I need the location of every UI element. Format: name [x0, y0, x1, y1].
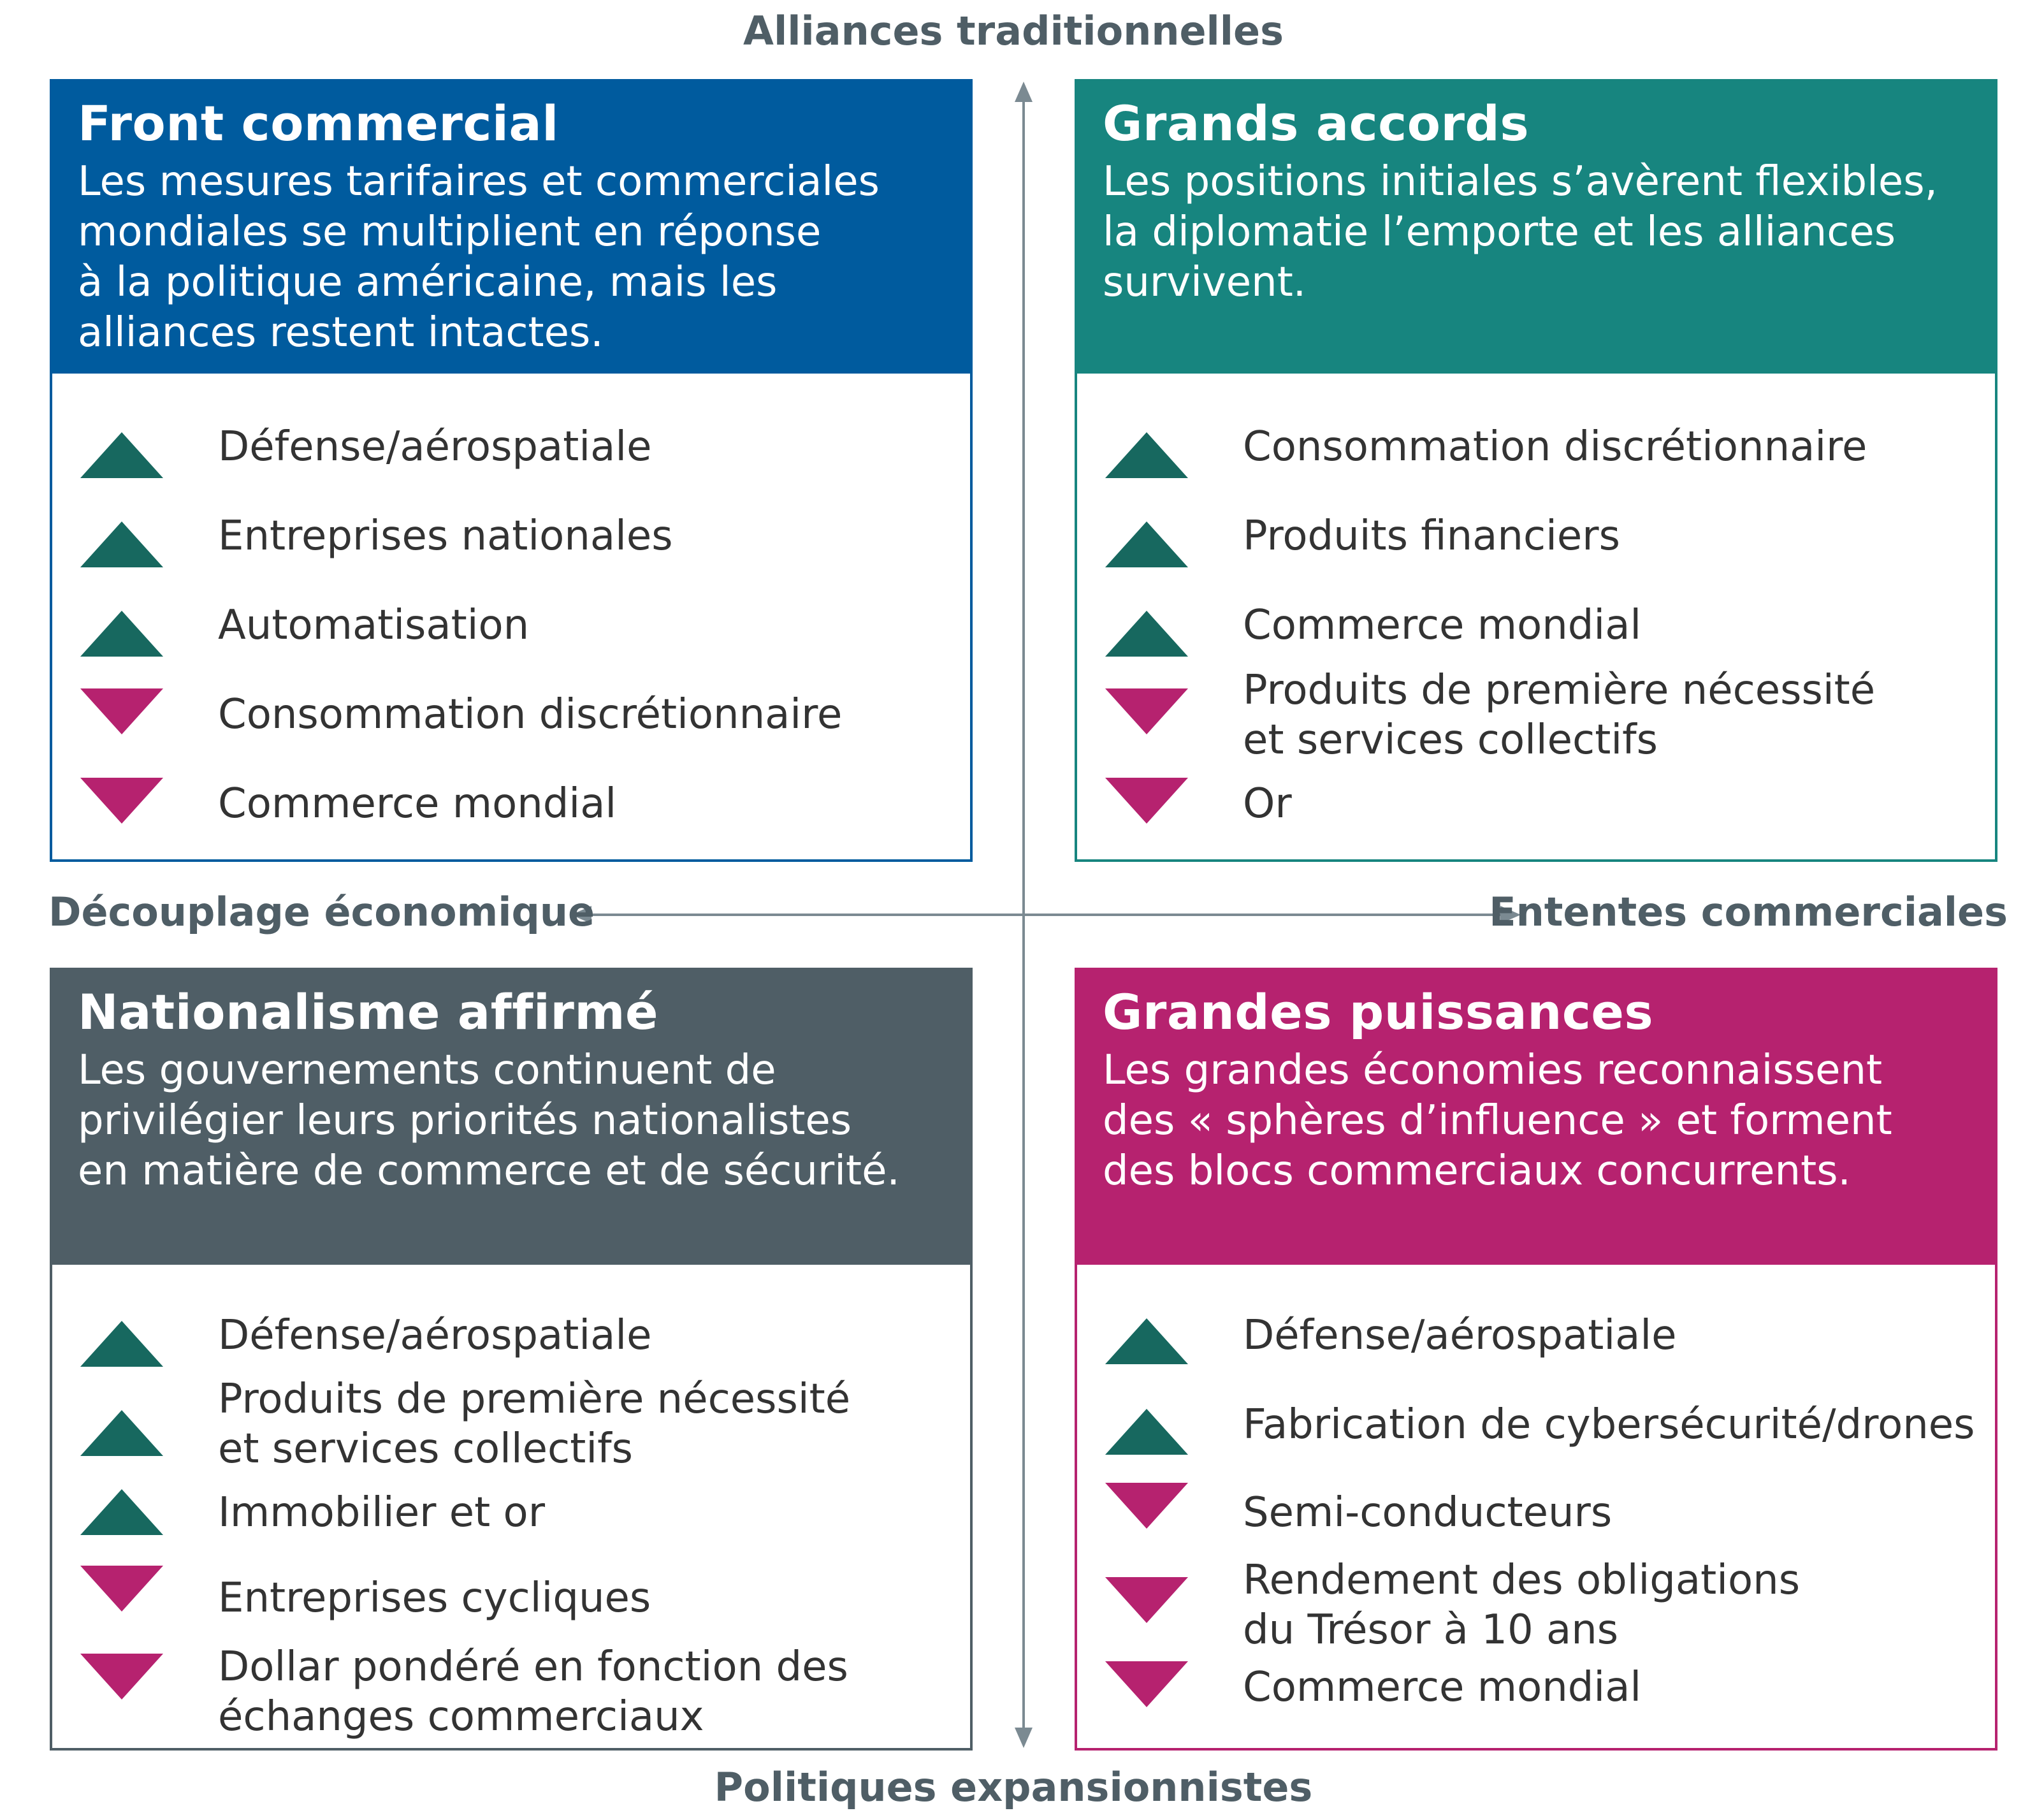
down-triangle-icon	[1105, 1480, 1188, 1531]
quadrant-title: Grandes puissances	[1103, 984, 1654, 1040]
axis-label-bottom: Politiques expansionnistes	[714, 1764, 1313, 1810]
down-triangle-icon	[80, 775, 163, 826]
up-triangle-icon	[1105, 1316, 1188, 1367]
quadrant-header	[52, 82, 970, 374]
quadrant-grandes-puissances: Grandes puissances Les grandes économies reconnaissent des « sphères d’influence » et forment des blocs commerciaux concurrents. Défense/aérospatiale Fabrication de cybersécurité/drones Semi-conducteurs Rendement des obligations du Trésor à 10 ans Commerce mondial	[1075, 968, 1997, 1751]
up-triangle-icon	[80, 519, 163, 570]
quadrant-title: Nationalisme affirmé	[78, 984, 659, 1040]
quadrant-front-commercial: Front commercial Les mesures tarifaires et commerciales mondiales se multiplient en réponse à la politique américaine, mais les alliances restent intactes. Défense/aérospatiale Entreprises nationales Automatisation Consommation discrétionnaire Commerce mondial	[50, 79, 973, 862]
down-triangle-icon	[1105, 686, 1188, 737]
down-triangle-icon	[1105, 1575, 1188, 1626]
up-triangle-icon	[80, 430, 163, 481]
up-triangle-icon	[1105, 430, 1188, 481]
up-triangle-icon	[80, 1487, 163, 1538]
up-triangle-icon	[80, 1318, 163, 1369]
up-triangle-icon	[1105, 1406, 1188, 1457]
quadrant-description: Les positions initiales s’avèrent flexibles, la diplomatie l’emporte et les alliances survivent.	[1103, 157, 1938, 306]
axis-label-top: Alliances traditionnelles	[743, 8, 1284, 54]
quadrant-header	[52, 970, 970, 1265]
quadrant-header	[1077, 82, 1995, 374]
arrow-up-icon	[1015, 82, 1033, 102]
axis-label-left: Découplage économique	[48, 889, 595, 935]
quadrant-description: Les mesures tarifaires et commerciales mondiales se multiplient en réponse à la politique américaine, mais les alliances restent intactes.	[78, 157, 880, 356]
quadrant-grands-accords: Grands accords Les positions initiales s’avèrent flexibles, la diplomatie l’emporte et les alliances survivent. Consommation discrétionnaire Produits financiers Commerce mondial Produits de première nécessité et services collectifs Or	[1075, 79, 1997, 862]
up-triangle-icon	[1105, 519, 1188, 570]
arrow-down-icon	[1015, 1728, 1033, 1748]
up-triangle-icon	[80, 1408, 163, 1459]
quadrant-nationalisme-affirme: Nationalisme affirmé Les gouvernements continuent de privilégier leurs priorités nationalistes en matière de commerce et de sécurité. Défense/aérospatiale Produits de première nécessité et services collectifs Immobilier et or Entreprises cycliques Dollar pondéré en fonction des échanges commerciaux	[50, 968, 973, 1751]
quadrant-description: Les grandes économies reconnaissent des « sphères d’influence » et forment des blocs commerciaux concurrents.	[1103, 1046, 1892, 1195]
down-triangle-icon	[80, 1563, 163, 1614]
quadrant-description: Les gouvernements continuent de privilégier leurs priorités nationalistes en matière de commerce et de sécurité.	[78, 1046, 900, 1195]
quadrant-title: Front commercial	[78, 95, 559, 152]
down-triangle-icon	[80, 1651, 163, 1702]
down-triangle-icon	[1105, 775, 1188, 826]
axis-label-right: Ententes commerciales	[1489, 889, 2008, 935]
quadrant-header	[1077, 970, 1995, 1265]
down-triangle-icon	[1105, 1659, 1188, 1710]
up-triangle-icon	[1105, 608, 1188, 659]
up-triangle-icon	[80, 608, 163, 659]
quadrant-title: Grands accords	[1103, 95, 1530, 152]
down-triangle-icon	[80, 686, 163, 737]
